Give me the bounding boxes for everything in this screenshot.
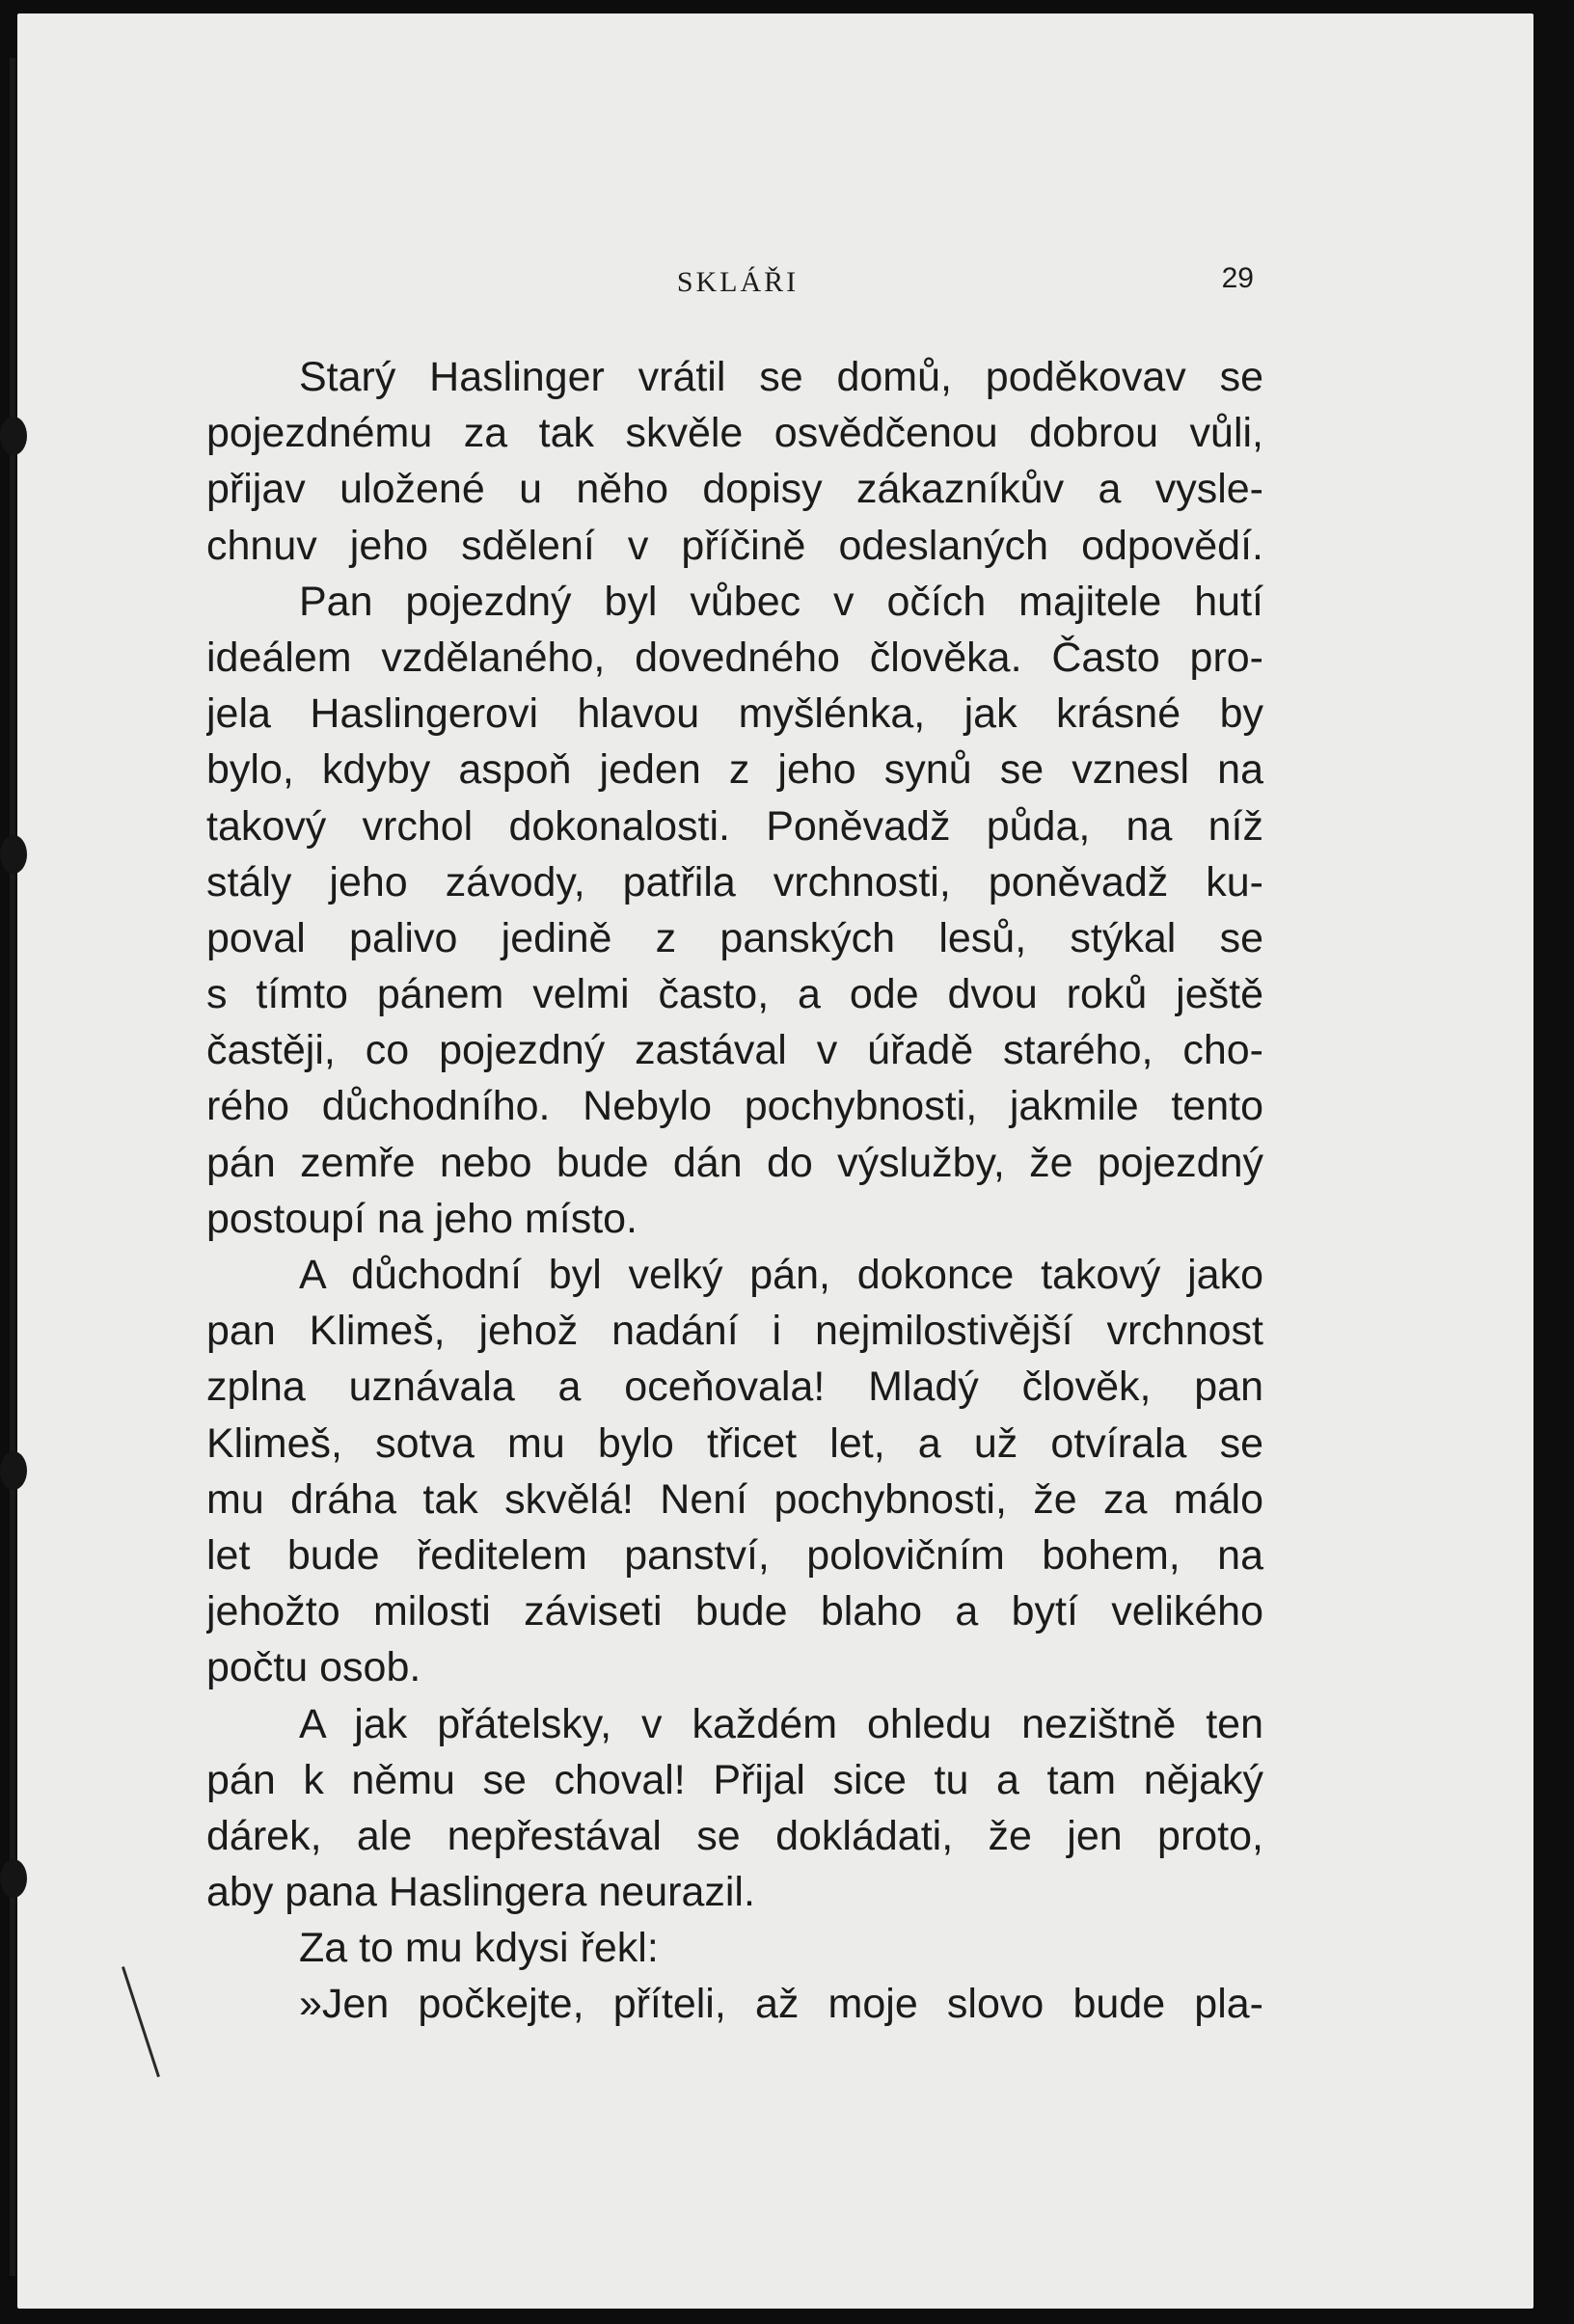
text-line: zplna uznávala a oceňovala! Mladý člověk, pan xyxy=(206,1364,1263,1411)
text-line: rého důchodního. Nebylo pochybnosti, jakmile tento xyxy=(206,1083,1263,1130)
text-line: bylo, kdyby aspoň jeden z jeho synů se vznesl na xyxy=(206,746,1263,794)
text-line: počtu osob. xyxy=(206,1644,421,1691)
text-line: let bude ředitelem panství, polovičním bohem, na xyxy=(206,1531,1263,1579)
text-line: poval palivo jedině z panských lesů, stýkal se xyxy=(206,914,1263,961)
binding-stitch xyxy=(0,417,27,455)
text-line: »Jen počkejte, příteli, až moje slovo bude pla- xyxy=(299,1981,1263,2028)
text-line: takový vrchol dokonalosti. Poněvadž půda, na níž xyxy=(206,802,1263,850)
page-number: 29 xyxy=(1221,262,1254,294)
text-line: mu dráha tak skvělá! Není pochybnosti, že za málo xyxy=(206,1475,1263,1523)
text-line: častěji, co pojezdný zastával v úřadě starého, cho- xyxy=(206,1027,1263,1074)
text-line: A jak přátelsky, v každém ohledu nezištně ten xyxy=(299,1700,1263,1747)
body-text xyxy=(206,349,1263,2033)
text-line: aby pana Haslingera neurazil. xyxy=(206,1869,755,1916)
text-line: stály jeho závody, patřila vrchnosti, poněvadž ku- xyxy=(206,858,1263,905)
text-line: Klimeš, sotva mu bylo třicet let, a už otvírala se xyxy=(206,1419,1263,1467)
running-head: SKLÁŘI xyxy=(676,266,800,298)
text-line: pan Klimeš, jehož nadání i nejmilostivější vrchnost xyxy=(206,1308,1263,1355)
text-line: Starý Haslinger vrátil se domů, poděkovav se xyxy=(299,354,1263,400)
text-line: Za to mu kdysi řekl: xyxy=(299,1925,659,1972)
binding-stitch xyxy=(0,1451,27,1490)
text-line: dárek, ale nepřestával se dokládati, že jen proto, xyxy=(206,1812,1263,1859)
text-line: A důchodní byl velký pán, dokonce takový jako xyxy=(299,1252,1263,1298)
text-line: postoupí na jeho místo. xyxy=(206,1195,638,1242)
text-line: přijav uložené u něho dopisy zákazníkův a vysle- xyxy=(206,466,1263,513)
text-line: pán zemře nebo bude dán do výslužby, že pojezdný xyxy=(206,1139,1263,1186)
text-line: pán k němu se choval! Přijal sice tu a tam nějaký xyxy=(206,1756,1263,1803)
text-line: Pan pojezdný byl vůbec v očích majitele hutí xyxy=(299,578,1263,625)
binding-edge xyxy=(10,58,15,2276)
text-line: jehožto milosti záviseti bude blaho a bytí velikého xyxy=(206,1588,1263,1635)
binding-stitch xyxy=(0,1859,27,1898)
text-line: pojezdnému za tak skvěle osvědčenou dobrou vůli, xyxy=(206,410,1263,457)
text-line: chnuv jeho sdělení v příčině odeslaných odpovědí. xyxy=(206,522,1263,569)
text-line: ideálem vzdělaného, dovedného člověka. Často pro- xyxy=(206,634,1263,681)
binding-stitch xyxy=(0,835,27,874)
text-line: s tímto pánem velmi často, a ode dvou roků ještě xyxy=(206,971,1263,1018)
page-header xyxy=(212,262,1263,301)
text-line: jela Haslingerovi hlavou myšlénka, jak krásné by xyxy=(206,690,1263,738)
